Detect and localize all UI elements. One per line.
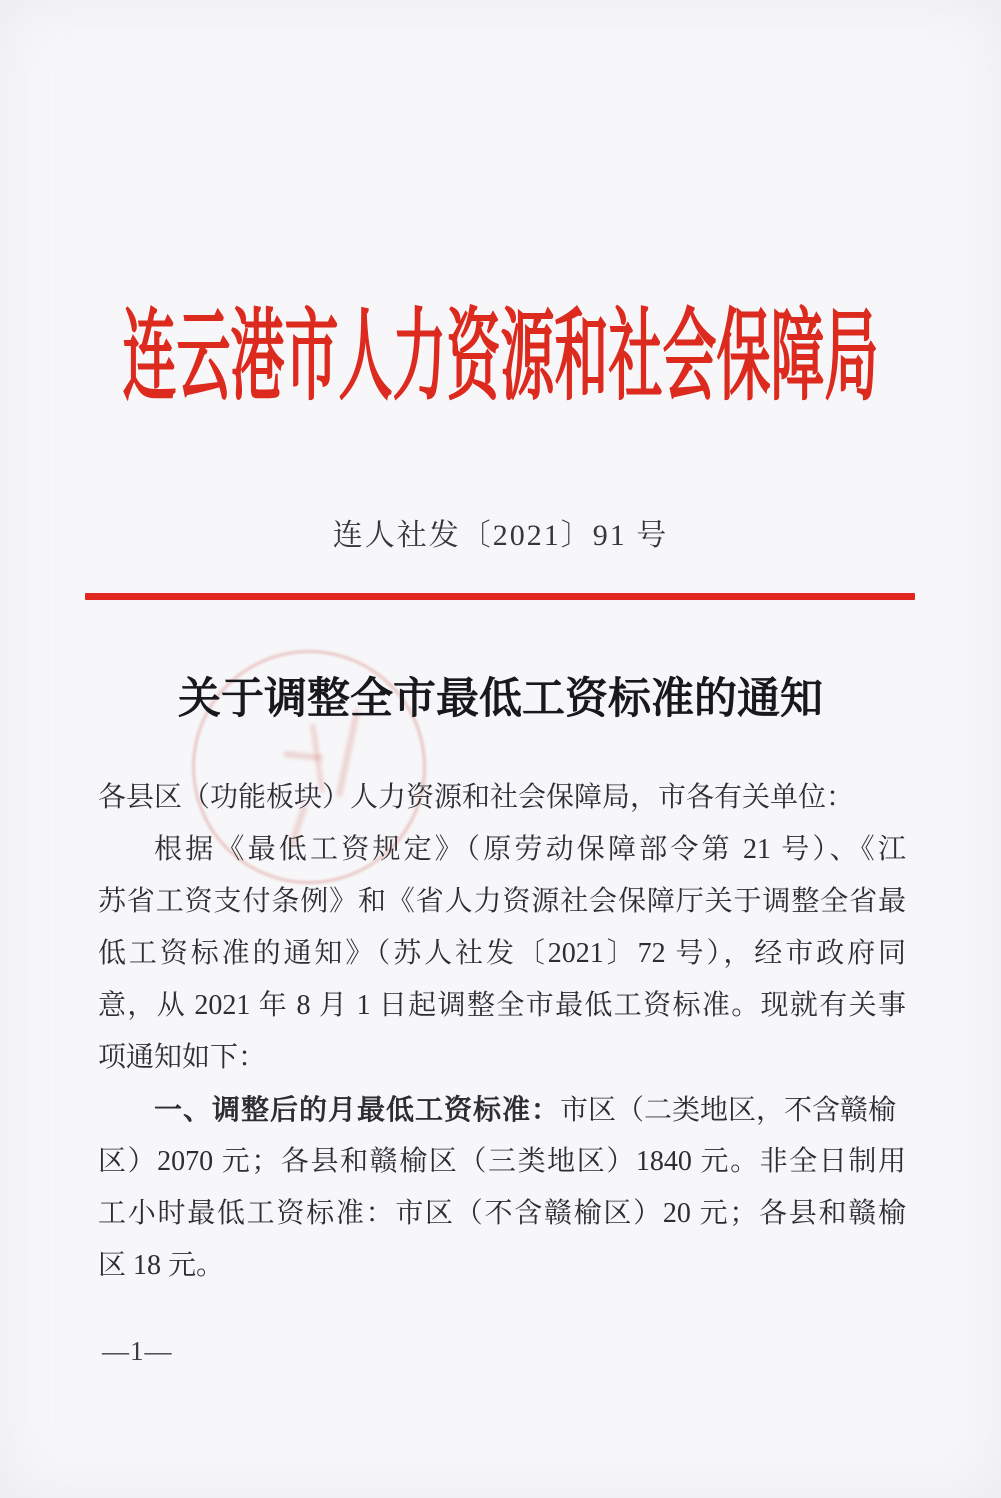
- page-number: —1—: [102, 1336, 173, 1366]
- clause-lead-tail: 市区（二类地区，不含赣榆: [560, 1095, 897, 1126]
- body-line: 意，从 2021 年 8 月 1 日起调整全市最低工资标准。现就有关事: [98, 990, 906, 1021]
- red-divider-line: [85, 593, 915, 600]
- seal-mark: [283, 751, 323, 761]
- document-number: 连人社发〔2021〕91 号: [332, 519, 669, 552]
- issuer-banner-title: 连云港市人力资源和社会保障局: [122, 301, 879, 413]
- document-title: 关于调整全市最低工资标准的通知: [178, 676, 823, 723]
- body-line: 区）2070 元；各县和赣榆区（三类地区）1840 元。非全日制用: [98, 1146, 906, 1177]
- body-line: 低工资标准的通知》（苏人社发〔2021〕72 号），经市政府同: [98, 938, 906, 969]
- body-line: 项通知如下：: [98, 1042, 267, 1073]
- body-line: 苏省工资支付条例》和《省人力资源社会保障厅关于调整全省最: [98, 886, 906, 917]
- salutation-line: 各县区（功能板块）人力资源和社会保障局，市各有关单位：: [98, 782, 855, 813]
- clause-bold-lead: 一、调整后的月最低工资标准：: [154, 1094, 561, 1125]
- body-line: 区 18 元。: [98, 1250, 225, 1281]
- body-line: 工小时最低工资标准：市区（不含赣榆区）20 元；各县和赣榆: [98, 1198, 906, 1229]
- document-body: [98, 772, 906, 1292]
- body-line-clause: [98, 1084, 906, 1136]
- body-line: 根据《最低工资规定》（原劳动保障部令第 21 号）、《江: [154, 834, 906, 865]
